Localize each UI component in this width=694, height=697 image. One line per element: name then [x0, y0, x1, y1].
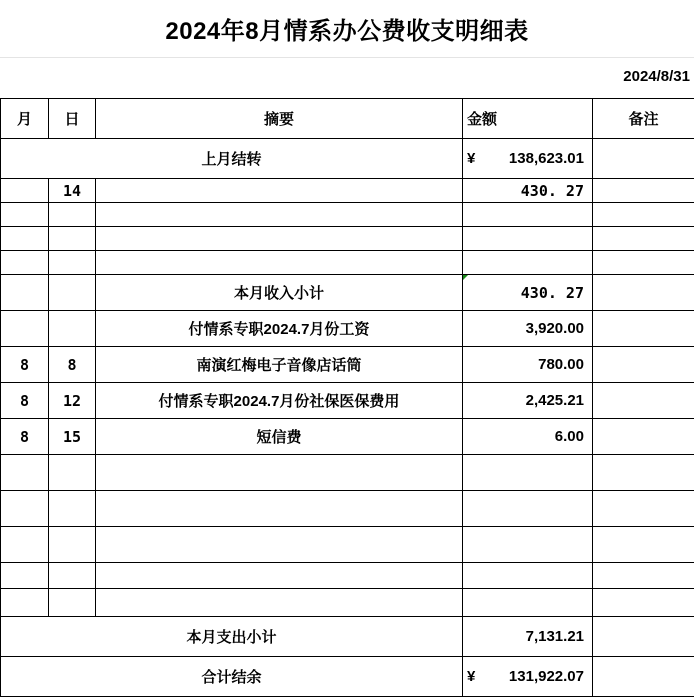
- summary-cell: [96, 491, 463, 527]
- day-cell: [49, 275, 96, 311]
- note-cell: [593, 227, 694, 251]
- expense-subtotal-amount: 7,131.21: [463, 617, 593, 657]
- expense-subtotal-label: 本月支出小计: [1, 617, 463, 657]
- month-cell: [1, 203, 49, 227]
- amount-cell: [463, 589, 593, 617]
- note-cell: [593, 527, 694, 563]
- total-label: 合计结余: [1, 657, 463, 697]
- note-cell: [593, 311, 694, 347]
- note-cell: [593, 617, 694, 657]
- month-cell: [1, 251, 49, 275]
- expense-row: [1, 589, 694, 617]
- expense-row: [1, 455, 694, 491]
- currency-symbol: ¥: [467, 150, 476, 167]
- day-cell: [49, 203, 96, 227]
- amount-cell: [463, 455, 593, 491]
- note-cell: [593, 589, 694, 617]
- header-row: [1, 99, 694, 139]
- day-cell: [49, 227, 96, 251]
- day-cell: [49, 563, 96, 589]
- total-amount-cell: [463, 657, 593, 697]
- month-cell: 8: [1, 347, 49, 383]
- expense-row: [1, 347, 694, 383]
- amount-cell: 430. 27: [463, 179, 593, 203]
- expense-row: [1, 491, 694, 527]
- summary-cell: 付情系专职2024.7月份工资: [96, 311, 463, 347]
- total-amount: 131,922.07: [508, 668, 584, 685]
- day-cell: [49, 311, 96, 347]
- total-row: [1, 657, 694, 697]
- expense-subtotal-row: [1, 617, 694, 657]
- note-cell: [593, 203, 694, 227]
- month-cell: [1, 455, 49, 491]
- carry-over-amount: 138,623.01: [508, 150, 584, 167]
- ledger-table: [0, 98, 694, 697]
- carry-over-row: [1, 139, 694, 179]
- header-summary: 摘要: [96, 99, 463, 139]
- amount-cell: [463, 203, 593, 227]
- amount-cell: 6.00: [463, 419, 593, 455]
- expense-row: [1, 527, 694, 563]
- income-subtotal-row: [1, 275, 694, 311]
- day-cell: [49, 527, 96, 563]
- income-subtotal-amount: 430. 27: [463, 275, 593, 311]
- header-amount: 金额: [463, 99, 593, 139]
- summary-cell: [96, 589, 463, 617]
- note-cell: [593, 563, 694, 589]
- month-cell: [1, 275, 49, 311]
- day-cell: [49, 491, 96, 527]
- income-row: [1, 179, 694, 203]
- summary-cell: [96, 527, 463, 563]
- header-month: 月: [1, 99, 49, 139]
- expense-row: [1, 563, 694, 589]
- month-cell: 8: [1, 383, 49, 419]
- day-cell: [49, 455, 96, 491]
- summary-cell: [96, 563, 463, 589]
- amount-cell: 780.00: [463, 347, 593, 383]
- summary-cell: 付情系专职2024.7月份社保医保费用: [96, 383, 463, 419]
- day-cell: 15: [49, 419, 96, 455]
- header-day: 日: [49, 99, 96, 139]
- month-cell: [1, 589, 49, 617]
- day-cell: 12: [49, 383, 96, 419]
- month-cell: [1, 527, 49, 563]
- summary-cell: [96, 179, 463, 203]
- month-cell: [1, 227, 49, 251]
- header-note: 备注: [593, 99, 694, 139]
- income-row: [1, 251, 694, 275]
- report-date: 2024/8/31: [623, 68, 690, 85]
- expense-row: [1, 419, 694, 455]
- amount-cell: 2,425.21: [463, 383, 593, 419]
- currency-symbol: ¥: [467, 668, 476, 685]
- note-cell: [593, 179, 694, 203]
- expense-row: [1, 383, 694, 419]
- note-cell: [593, 455, 694, 491]
- amount-cell: 3,920.00: [463, 311, 593, 347]
- summary-cell: [96, 203, 463, 227]
- month-cell: [1, 179, 49, 203]
- day-cell: 8: [49, 347, 96, 383]
- month-cell: [1, 491, 49, 527]
- note-cell: [593, 275, 694, 311]
- note-cell: [593, 657, 694, 697]
- note-cell: [593, 419, 694, 455]
- summary-cell: [96, 455, 463, 491]
- note-cell: [593, 491, 694, 527]
- note-cell: [593, 347, 694, 383]
- month-cell: [1, 311, 49, 347]
- carry-over-label: 上月结转: [1, 139, 463, 179]
- note-cell: [593, 139, 694, 179]
- summary-cell: [96, 251, 463, 275]
- day-cell: [49, 251, 96, 275]
- day-cell: 14: [49, 179, 96, 203]
- carry-over-amount-cell: [463, 139, 593, 179]
- income-subtotal-label: 本月收入小计: [96, 275, 463, 311]
- summary-cell: [96, 227, 463, 251]
- date-row: [0, 58, 694, 99]
- income-row: [1, 203, 694, 227]
- note-cell: [593, 383, 694, 419]
- summary-cell: 南演红梅电子音像店话筒: [96, 347, 463, 383]
- expense-row: [1, 311, 694, 347]
- month-cell: 8: [1, 419, 49, 455]
- month-cell: [1, 563, 49, 589]
- income-row: [1, 227, 694, 251]
- amount-cell: [463, 227, 593, 251]
- note-cell: [593, 251, 694, 275]
- amount-cell: [463, 527, 593, 563]
- amount-cell: [463, 563, 593, 589]
- day-cell: [49, 589, 96, 617]
- summary-cell: 短信费: [96, 419, 463, 455]
- amount-cell: [463, 491, 593, 527]
- sheet-title: 2024年8月情系办公费收支明细表: [0, 0, 694, 58]
- amount-cell: [463, 251, 593, 275]
